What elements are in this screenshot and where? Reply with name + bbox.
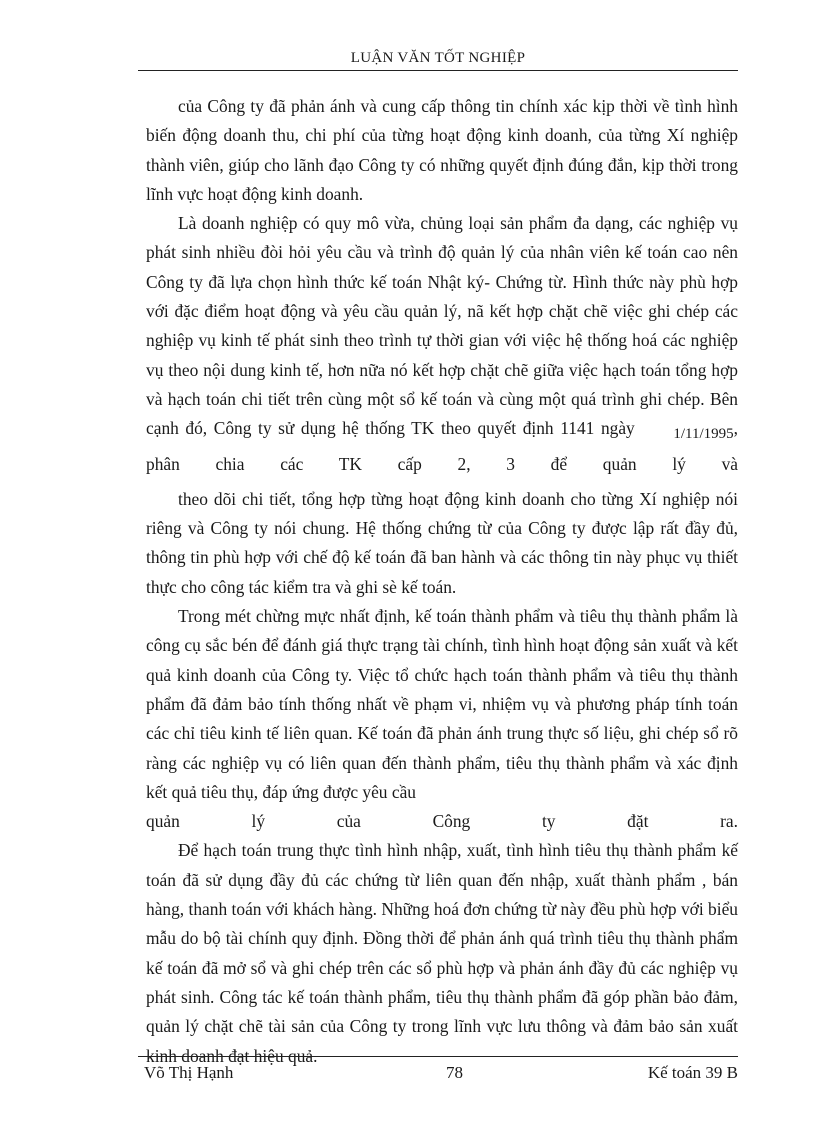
paragraph-4-text: Để hạch toán trung thực tình hình nhập, xuất, tình hình tiêu thụ thành phẩm kế toán đã sử dụng đầy đủ các chứng từ liên quan đến nhập, xuất thành phẩm , bán hàng, thanh toán với khách hàng. Những hoá đơn chứng từ này đều phù hợp với biểu mẫu do bộ tài chính quy định. Đồng thời để phản ánh quá trình tiêu thụ thành phẩm kế toán đã mở sổ và ghi chép trên các sổ phù hợp và phản ánh đầy đủ các nghiệp vụ phát sinh. Công tác kế toán thành phẩm, tiêu thụ thành phẩm đã góp phần bảo đảm, quản lý chặt chẽ tài sản của Công ty trong lĩnh vực lưu thông và đảm bảo sản xuất kinh doanh đạt hiệu quả. <box>146 840 738 1066</box>
paragraph-2 <box>146 209 738 479</box>
footer-author: Võ Thị Hạnh <box>144 1063 234 1082</box>
paragraph-2c-text: theo dõi chi tiết, tổng hợp từng hoạt động kinh doanh cho từng Xí nghiệp nói riêng và Công ty nói chung. Hệ thống chứng từ của Công ty được lập rất đầy đủ, thông tin phù hợp với chế độ kế toán đã ban hành và các thông tin này phục vụ thiết thực cho công tác kiểm tra và ghi sè kế toán. <box>146 488 738 597</box>
footer-page-number: 78 <box>446 1063 463 1082</box>
paragraph-3a-text: Trong mét chừng mực nhất định, kế toán thành phẩm và tiêu thụ thành phẩm là công cụ sắc bén để đánh giá thực trạng tài chính, tình hình hoạt động sản xuất và kết quả kinh doanh của Công ty. Việc tổ chức hạch toán thành phẩm và tiêu thụ thành phẩm đã đảm bảo tính thống nhất về phạm vi, nhiệm vụ và phương pháp tính toán các chỉ tiêu kinh tế liên quan. Kế toán đã phản ánh trung thực số liệu, ghi chép sổ rõ ràng các nghiệp vụ có liên quan đến thành phẩm, tiêu thụ thành phẩm và xác định kết quả tiêu thụ, đáp ứng được yêu cầu <box>146 606 738 802</box>
document-body <box>146 92 738 1071</box>
paragraph-1 <box>146 92 738 209</box>
paragraph-2b-text: , phân chia các TK cấp 2, 3 để quản lý và <box>146 418 738 474</box>
paragraph-3-last-line: quản lý của Công ty đặt ra. <box>146 811 738 832</box>
paragraph-2a-text: Là doanh nghiệp có quy mô vừa, chủng loại sản phẩm đa dạng, các nghiệp vụ phát sinh nhiều đòi hỏi yêu cầu và trình độ quản lý của nhân viên kế toán cao nên Công ty đã lựa chọn hình thức kế toán Nhật ký- Chứng từ. Hình thức này phù hợp với đặc điểm hoạt động và yêu cầu quản lý, nã kết hợp chặt chẽ việc ghi chép các nghiệp vụ kinh tế phát sinh theo trình tự thời gian với việc hệ thống hoá các nghiệp vụ theo nội dung kinh tế, hơn nữa nó kết hợp chặt chẽ giữa việc hạch toán tổng hợp và hạch toán chi tiết trên cùng một sổ kế toán và cùng một quá trình ghi chép. Bên cạnh đó, Công ty sử dụng hệ thống TK theo quyết định 1141 ngày <box>146 213 738 439</box>
header-rule <box>138 70 738 71</box>
paragraph-1-text: của Công ty đã phản ánh và cung cấp thông tin chính xác kịp thời về tình hình biến động doanh thu, chi phí của từng hoạt động kinh doanh, của từng Xí nghiệp thành viên, giúp cho lãnh đạo Công ty có những quyết định đúng đắn, kịp thời trong lĩnh vực hoạt động kinh doanh. <box>146 96 738 204</box>
decision-date: 1/11/1995 <box>673 426 734 443</box>
footer-class: Kế toán 39 B <box>647 1063 738 1082</box>
page-footer <box>144 1063 738 1083</box>
footer-rule <box>138 1056 738 1057</box>
page-header: LUẬN VĂN TỐT NGHIỆP <box>350 50 526 66</box>
paragraph-4 <box>146 836 738 1070</box>
paragraph-2-continued <box>146 485 738 602</box>
paragraph-3 <box>146 602 738 807</box>
